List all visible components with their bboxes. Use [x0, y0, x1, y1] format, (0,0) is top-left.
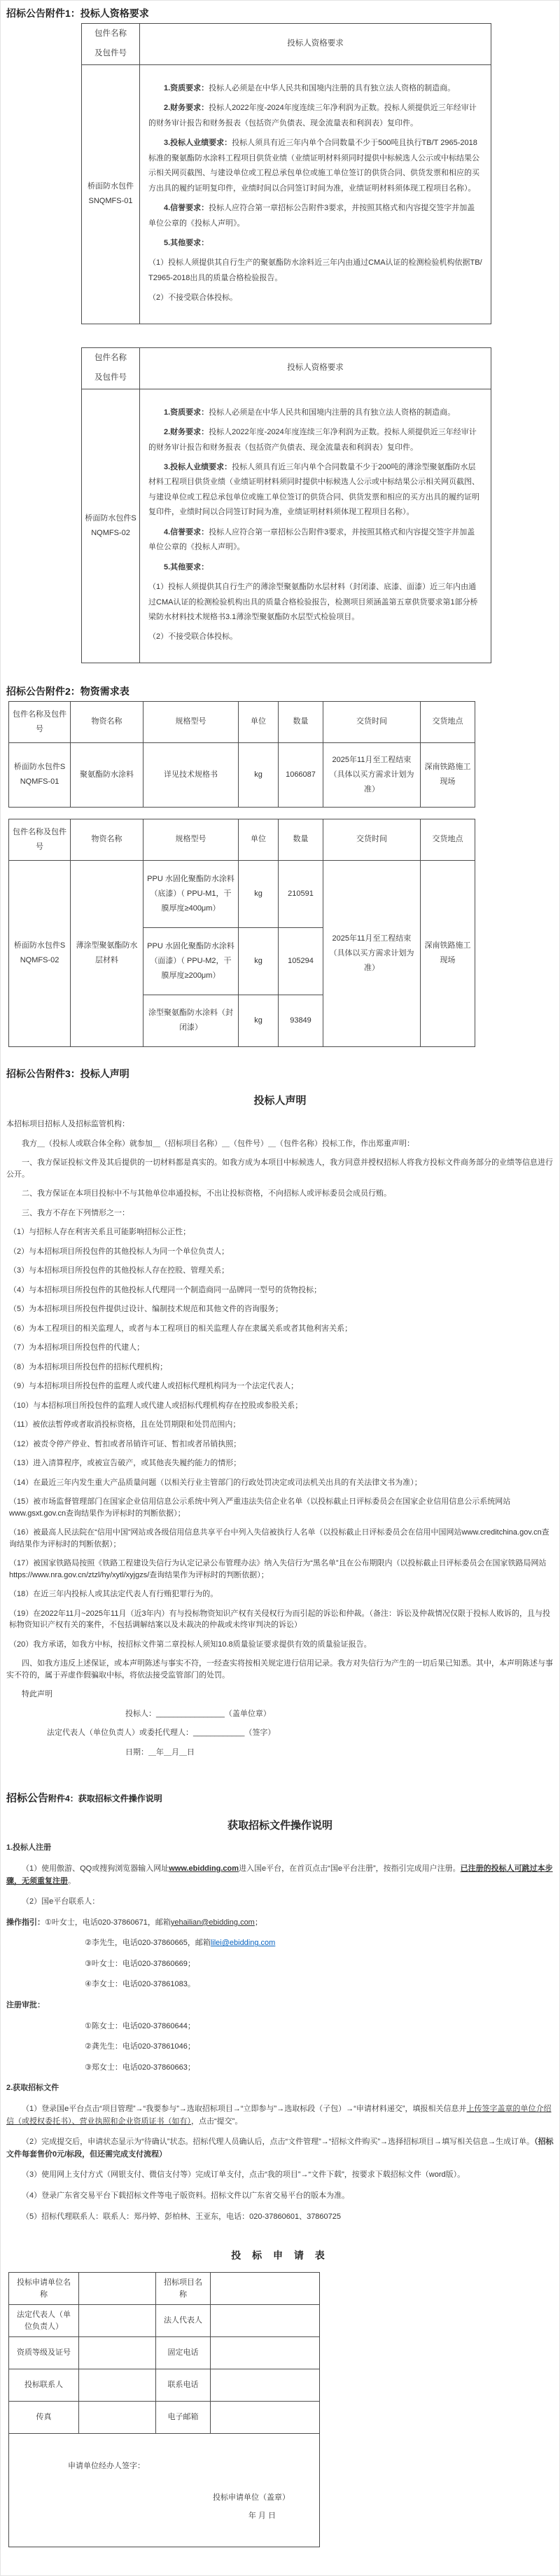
col-header-delivery-time: 交货时间	[323, 819, 421, 860]
declaration-paragraph: 本招标项目招标人及招标监管机构：	[6, 1120, 130, 1129]
requirement-paragraph: （2）不接受联合体投标。	[148, 293, 238, 303]
form-value-blank	[211, 2337, 320, 2369]
form-row	[9, 2273, 320, 2305]
contact-line: ③叶女士：电话020-37860669；	[85, 1959, 195, 1968]
form-unit-seal-label: 投标申请单位（盖章）	[213, 2493, 290, 2502]
qualification-table-package1	[81, 23, 491, 324]
form-label: 固定电话	[156, 2337, 211, 2369]
col-header-material: 物资名称	[71, 819, 144, 860]
cell-spec: PPU 水固化聚酯防水涂料（面漆）（ PPU-M2，干膜厚度≥200μm）	[144, 927, 239, 995]
requirement-paragraph: 2.财务要求：投标人2022年度-2024年度连续三年净利润为正数。投标人须提供近三年经审计的财务审计报告和财务报表（包括资产负债表、现金流量表和利润表）复印件。	[148, 104, 477, 127]
cell-qty: 210591	[279, 860, 323, 927]
declaration-item: （20）我方承诺，如我方中标，按招标文件第二章投标人须知10.8质量验证要求提供有效的质量验证报告。	[9, 1640, 372, 1649]
attachment1-heading: 招标公告附件1：投标人资格要求	[6, 8, 149, 19]
form-value-blank	[211, 2273, 320, 2305]
requirement-paragraph: （1）投标人须提供其自行生产的薄涂型聚氨酯防水层材料（封闭漆、底漆、面漆）近三年内由通过CMA认证的检测检验机构出具的质量合格检验报告，检测项目须涵盖第五章供货要求第1部分桥梁防水材料技术规格书3.1薄涂型聚氨酯防水层型式检验项目。	[148, 583, 478, 621]
declaration-paragraph: 四、如我方违反上述保证，或本声明陈述与事实不符，一经查实将按相关规定进行信用记录。我方对失信行为产生的一切后果已知悉。其中，本声明陈述与事实不符的，属于弄虚作假骗取中标，将依法接受监管部门的处罚。	[6, 1659, 553, 1680]
cell-delivery-place: 深南铁路施工现场	[421, 860, 475, 1046]
form-signature-cell	[9, 2434, 320, 2547]
requirement-paragraph: 3.投标人业绩要求：投标人须具有近三年内单个合同数量不少于500吨且执行TB/T 2965-2018标准的聚氨酯防水涂料工程项目供货业绩（业绩证明材料须同时提供中标候选人公示或中标结果公示相关网页截图、与建设单位或工程总承包单位或施工单位签订的供货合同、供货发票和相应的买方出具的履约证明复印件，业绩时间以合同签订时间为准，业绩证明材料须体现工程项目名称）。	[148, 139, 479, 193]
attachment3-heading: 招标公告附件3：投标人声明	[6, 1067, 130, 1079]
declaration-paragraph: 我方＿（投标人或联合体全称）就参加＿（招标项目名称）＿（包件号）＿（包件名称）投标工作，作出郑重声明：	[22, 1139, 414, 1148]
declaration-item: （6）为本工程项目的相关监理人，或者与本工程项目的相关监理人存在隶属关系或者其他利害关系；	[9, 1324, 353, 1333]
declaration-item: （1）与招标人存在利害关系且可能影响招标公正性；	[9, 1228, 191, 1237]
instruction-paragraph: （3）使用网上支付方式（网银支付、微信支付等）完成订单支付，点击“我的项目”→“文件下载”，按要求下载招标文件（word版）。	[22, 2170, 465, 2180]
requirement-paragraph: （1）投标人须提供其自行生产的聚氨酯防水涂料近三年内由通过CMA认证的检测检验机构依据TB/T2965-2018出具的质量合格检验报告。	[148, 258, 482, 282]
declaration-hereby: 特此声明	[22, 1690, 52, 1699]
form-label: 法定代表人（单位负责人）	[9, 2305, 79, 2337]
contact-line: ②龚先生：电话020-37861046；	[85, 2042, 195, 2051]
form-value-blank	[211, 2305, 320, 2337]
declaration-item: （10）与本招标项目所投包件的监理人或代建人或招标代理机构存在控股或参股关系；	[9, 1401, 303, 1410]
col-header-spec: 规格型号	[144, 819, 239, 860]
declaration-item: （3）与本招标项目所投包件的其他投标人存在控股、管理关系；	[9, 1266, 230, 1275]
requirement-paragraph: 5.其他要求：	[164, 238, 209, 247]
declaration-item: （7）为本招标项目所投包件的代建人；	[9, 1343, 145, 1352]
declaration-item: （17）被国家铁路局按照《铁路工程建设失信行为认定记录公布管理办法》纳入失信行为“黑名单”且在公布期限内（以投标截止日评标委员会在国家铁路局网站https://www.nra.gov.cn/ztzl/hy/xytl/xyjgzs/查询结果作为评标时的判断依据）；	[9, 1559, 547, 1579]
col-header-package: 包件名称及包件号	[9, 819, 71, 860]
contact-line[interactable]: ②李先生，电话020-37860665，邮箱lilei@ebidding.com	[85, 1939, 276, 1948]
cell-unit: kg	[239, 927, 279, 995]
contact-line: ①陈女士：电话020-37860644；	[85, 2021, 195, 2030]
bid-application-form-title: 投 标 申 请 表	[231, 2250, 329, 2262]
requirement-paragraph: （2）不接受联合体投标。	[148, 632, 238, 642]
form-row	[9, 2369, 320, 2402]
qual2-header-requirements-col: 投标人资格要求	[140, 347, 491, 389]
cell-delivery-time: 2025年11月至工程结束（具体以买方需求计划为准）	[323, 742, 421, 807]
contact-guide-line: 操作指引：①叶女士，电话020-37860671，邮箱yehailian@ebidding.com；	[6, 1918, 262, 1927]
col-header-material: 物资名称	[71, 701, 144, 742]
declaration-item: （13）进入清算程序，或被宣告破产，或其他丧失履约能力的情形；	[9, 1459, 241, 1468]
requirement-paragraph: 1.资质要求：投标人必须是在中华人民共和国境内注册的具有独立法人资格的制造商。	[164, 84, 456, 92]
contact-line: ③郑女士：电话020-37860663；	[85, 2063, 195, 2072]
qual2-requirements	[140, 389, 491, 663]
cell-package: 桥面防水包件SNQMFS-01	[9, 742, 71, 807]
section2-title: 2.获取招标文件	[6, 2084, 59, 2093]
cell-unit: kg	[239, 742, 279, 807]
instruction-paragraph[interactable]: （1）使用傲游、QQ或搜狗浏览器输入网址www.ebidding.com进入国e平台，在首页点击“国e平台注册”，按指引完成用户注册。已注册的投标人可跳过本步骤，无须重复注册。	[6, 1864, 553, 1885]
declaration-item: （14）在最近三年内发生重大产品质量问题（以相关行业主管部门的行政处罚决定或司法机关出具的有关法律文书为准）；	[9, 1478, 422, 1487]
col-header-spec: 规格型号	[144, 701, 239, 742]
col-header-package: 包件名称及包件号	[9, 701, 71, 742]
cell-package: 桥面防水包件SNQMFS-02	[9, 860, 71, 1046]
instruction-paragraph: （4）登录广东省交易平台下载招标文件等电子版资料。招标文件以广东省交易平台的版本为准。	[22, 2191, 350, 2200]
instruction-paragraph: （5）招标代理联系人：联系人：郑丹婷、彭柏林、王亚东，电话：020-37860601、37860725	[22, 2212, 342, 2221]
form-value-blank	[79, 2402, 156, 2434]
qual1-header-requirements-col: 投标人资格要求	[140, 24, 491, 65]
declaration-item: （4）与本招标项目所投包件的其他投标人代理同一个制造商同一品牌同一型号的货物投标；	[9, 1285, 322, 1294]
attachment4-heading: 招标公告附件4：获取招标文件操作说明	[6, 1792, 162, 1805]
cell-qty: 105294	[279, 927, 323, 995]
declaration-item: （18）在近三年内投标人或其法定代表人有行贿犯罪行为的。	[9, 1590, 218, 1599]
declaration-title: 投标人声明	[253, 1094, 307, 1107]
declaration-item: （11）被依法暂停或者取消投标资格，且在处罚期限和处罚范围内；	[9, 1420, 241, 1429]
requirement-paragraph: 5.其他要求：	[164, 562, 209, 572]
col-header-delivery-time: 交货时间	[323, 701, 421, 742]
form-value-blank	[79, 2337, 156, 2369]
qual2-package-name: 桥面防水包件S NQMFS-02	[82, 389, 140, 663]
qual1-header-package-col: 包件名称 及包件号	[82, 24, 140, 65]
contact-line: ④李女士：电话020-37861083。	[85, 1980, 195, 1989]
bid-application-form-table	[8, 2272, 320, 2547]
declaration-item: （12）被责令停产停业、暂扣或者吊销许可证、暂扣或者吊销执照；	[9, 1439, 241, 1448]
col-header-qty: 数量	[279, 701, 323, 742]
form-label: 法人代表人	[156, 2305, 211, 2337]
bidder-declaration	[6, 1093, 554, 1759]
cell-qty: 93849	[279, 995, 323, 1046]
col-header-delivery-place: 交货地点	[421, 819, 475, 860]
declaration-item: （15）被市场监督管理部门在国家企业信用信息公示系统中列入严重违法失信企业名单（以投标截止日评标委员会在国家企业信用信息公示系统网站www.gsxt.gov.cn查询结果作为评标时的判断依据）；	[9, 1497, 511, 1518]
declaration-paragraph: 二、我方保证在本项目投标中不与其他单位串通投标，不出让投标资格，不向招标人或评标委员会成员行贿。	[22, 1189, 391, 1198]
form-value-blank	[79, 2273, 156, 2305]
cell-spec: 详见技术规格书	[144, 742, 239, 807]
form-label: 招标项目名称	[156, 2273, 211, 2305]
col-header-unit: 单位	[239, 819, 279, 860]
form-row	[9, 2305, 320, 2337]
form-date-label: 年 月 日	[248, 2512, 276, 2521]
cell-qty: 1066087	[279, 742, 323, 807]
col-header-unit: 单位	[239, 701, 279, 742]
registration-approval-label: 注册审批：	[6, 2001, 45, 2010]
declaration-paragraph: 三、我方不存在下列情形之一：	[22, 1208, 130, 1217]
form-value-blank	[79, 2305, 156, 2337]
cell-spec: PPU 水固化聚酯防水涂料（底漆）（ PPU-M1，干膜厚度≥400μm）	[144, 860, 239, 927]
form-label: 电子邮箱	[156, 2402, 211, 2434]
table-row	[9, 742, 475, 807]
form-label: 传真	[9, 2402, 79, 2434]
cell-delivery-place: 深南铁路施工现场	[421, 742, 475, 807]
col-header-delivery-place: 交货地点	[421, 701, 475, 742]
requirement-paragraph: 2.财务要求：投标人2022年度-2024年度连续三年净利润为正数。投标人须提供近三年经审计的财务审计报告和财务报表（包括资产负债表、现金流量表和利润表）复印件。	[148, 428, 477, 452]
form-label: 投标联系人	[9, 2369, 79, 2402]
form-signature-row	[9, 2434, 320, 2547]
declaration-item: （8）为本招标项目所投包件的招标代理机构；	[9, 1362, 168, 1371]
declaration-item: （9）与本招标项目所投包件的监理人或代建人或招标代理机构同为一个法定代表人；	[9, 1382, 299, 1391]
form-handler-signature-label: 申请单位经办人签字：	[68, 2462, 145, 2471]
qual1-requirements	[140, 65, 491, 324]
qual1-package-name: 桥面防水包件 SNQMFS-01	[82, 65, 140, 324]
qualification-table-package2	[81, 347, 491, 663]
form-label: 投标申请单位名称	[9, 2273, 79, 2305]
requirement-paragraph: 4.信誉要求：投标人应符合第一章招标公告附件3要求，并按照其格式和内容提交签字并加盖单位公章的《投标人声明》。	[148, 527, 475, 552]
signature-bidder-line: 投标人：________________（盖单位章）	[125, 1709, 271, 1718]
form-value-blank	[211, 2369, 320, 2402]
declaration-paragraph: 一、我方保证投标文件及其后提供的一切材料都是真实的。如我方成为本项目中标候选人，我方同意并授权招标人将我方投标文件商务部分的业绩等信息进行公开。	[6, 1158, 553, 1179]
instruction-paragraph: （2）完成提交后，申请状态显示为“待确认”状态。招标代理人员确认后，点击“文件管理”→“招标文件购买”→选择招标项目→填写相关信息→生成订单。（招标文件每套售价0元/标段，但还需完成支付流程）	[6, 2138, 554, 2159]
instructions-title: 获取招标文件操作说明	[227, 1820, 332, 1832]
requirement-paragraph: 1.资质要求：投标人必须是在中华人民共和国境内注册的具有独立法人资格的制造商。	[164, 408, 456, 417]
cell-material: 聚氨酯防水涂料	[71, 742, 144, 807]
qual2-header-package-col: 包件名称 及包件号	[82, 347, 140, 389]
section1-title: 1.投标人注册	[6, 1843, 52, 1853]
form-row	[9, 2402, 320, 2434]
signature-representative-line: 法定代表人（单位负责人）或委托代理人：____________（签字）	[47, 1729, 276, 1738]
cell-material: 薄涂型聚氨酯防水层材料	[71, 860, 144, 1046]
cell-unit: kg	[239, 995, 279, 1046]
obtain-documents-instructions	[6, 1817, 554, 2223]
signature-date-line: 日期：＿年＿月＿日	[125, 1747, 195, 1757]
requirement-paragraph: 3.投标人业绩要求：投标人须具有近三年内单个合同数量不少于200吨的薄涂型聚氨酯防水层材料工程项目供货业绩（业绩证明材料须同时提供中标候选人公示或中标结果公示相关网页截图、与建设单位或工程总承包单位或施工单位签订的供货合同、供货发票和相应的买方出具的履约证明复印件，业绩时间以合同签订时间为准，业绩证明材料须体现工程项目名称）。	[148, 463, 479, 517]
form-label: 联系电话	[156, 2369, 211, 2402]
form-value-blank	[211, 2402, 320, 2434]
instruction-paragraph: （1）登录国e平台点击“项目管理”→“我要参与”→选取招标项目→“立即参与”→选取标段（子包）→“申请材料递交”，填报相关信息并上传签字盖章的单位介绍信（或授权委托书）、营业执照和企业资质证书（如有），点击“提交”。	[6, 2105, 552, 2126]
form-value-blank	[79, 2369, 156, 2402]
instruction-paragraph: （2）国e平台联系人：	[22, 1897, 100, 1906]
material-demand-table-2	[8, 819, 475, 1047]
cell-delivery-time: 2025年11月至工程结束（具体以买方需求计划为准）	[323, 860, 421, 1046]
declaration-item: （16）被最高人民法院在“信用中国”网站或各级信用信息共享平台中列入失信被执行人名单（以投标截止日评标委员会在信用中国网站www.creditchina.gov.cn查询结果作为评标时的判断依据）；	[9, 1528, 550, 1549]
table-row	[9, 860, 475, 927]
col-header-qty: 数量	[279, 819, 323, 860]
attachment2-heading: 招标公告附件2：物资需求表	[6, 685, 130, 697]
declaration-item: （5）为本招标项目所投包件提供过设计、编制技术规范和其他文件的咨询服务；	[9, 1305, 284, 1314]
form-row	[9, 2337, 320, 2369]
requirement-paragraph: 4.信誉要求：投标人应符合第一章招标公告附件3要求，并按照其格式和内容提交签字并加盖单位公章的《投标人声明》。	[148, 204, 475, 228]
declaration-item: （19）在2022年11月~2025年11月（近3年内）有与投标物资知识产权有关侵权行为而引起的诉讼和仲裁。（备注：诉讼及仲裁情况仅限于投标人败诉的，且与投标物资知识产权有关的案件，不包括调解结案以及未裁决的仲裁或未终审判决的诉讼）	[9, 1609, 551, 1630]
declaration-item: （2）与本招标项目所投包件的其他投标人为同一个单位负责人；	[9, 1247, 230, 1256]
form-label: 资质等级及证号	[9, 2337, 79, 2369]
material-demand-table-1	[8, 701, 475, 808]
cell-unit: kg	[239, 860, 279, 927]
cell-spec: 涂型聚氨酯防水涂料（封闭漆）	[144, 995, 239, 1046]
